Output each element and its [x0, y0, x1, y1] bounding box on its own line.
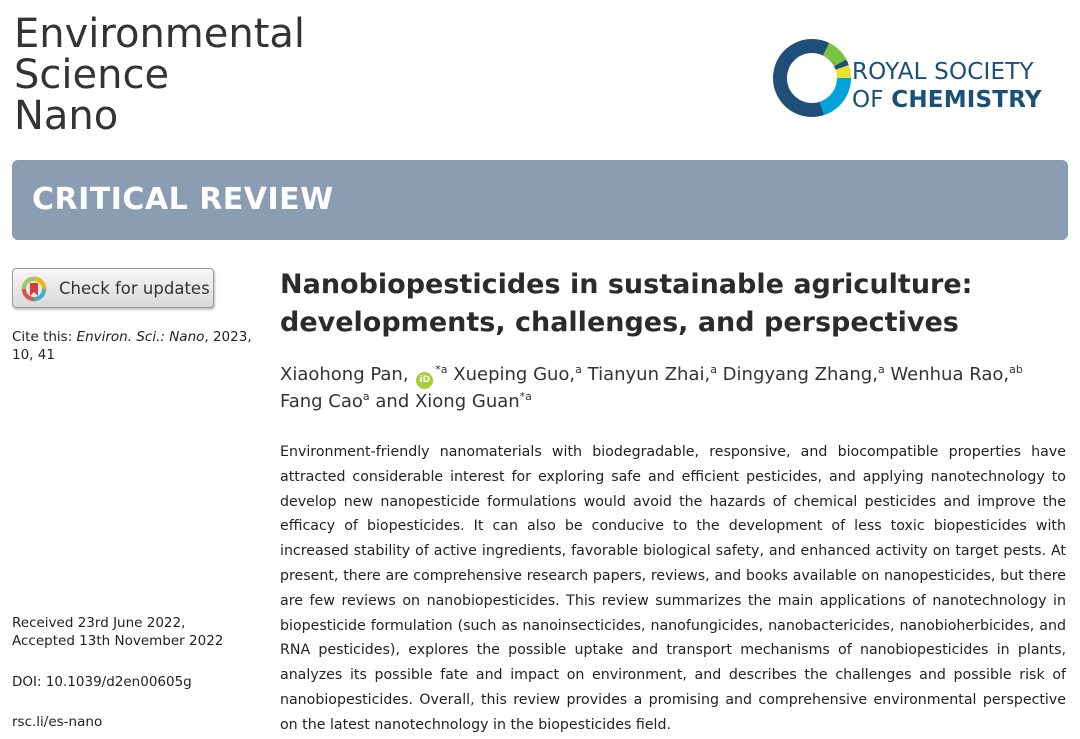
author-name[interactable]: Dingyang Zhang,	[716, 364, 878, 385]
publisher-line1: ROYAL SOCIETY	[852, 59, 1034, 85]
author-name[interactable]: Tianyun Zhai,	[581, 364, 711, 385]
author-name[interactable]: and Xiong Guan	[369, 391, 520, 412]
citation	[12, 328, 252, 364]
author-name[interactable]: Wenhua Rao,	[884, 364, 1010, 385]
citation-journal: Environ. Sci.: Nano	[76, 329, 205, 345]
article-type-banner	[12, 160, 1068, 240]
received-date: Received 23rd June 2022,	[12, 615, 186, 631]
author-affiliation: a	[877, 363, 885, 376]
author-affiliation: *a	[519, 390, 532, 403]
crossmark-icon	[21, 276, 47, 302]
citation-line2: 10, 41	[12, 347, 55, 363]
author-affiliation: *a	[435, 363, 448, 376]
abstract: Environment-friendly nanomaterials with biodegradable, responsive, and biocompatible properties have attracted considerable interest for exploring safe and efficient pesticides, and applying nanotechnology to develop new nanopesticide formulations would avoid the hazards of chemical pesticides and improve the efficacy of biopesticides. It can also be conducive to the development of less toxic biopesticides with increased stability of active ingredients, favorable biological safety, and enhanced activity on target pests. At present, there are comprehensive research papers, reviews, and books available on nanopesticides, but there are few reviews on nanobiopesticides. This review summarizes the main applications of nanotechnology in biopesticide formulation (such as nanoinsecticides, nanofungicides, nanobactericides, nanobioherbicides, and RNA pesticides), explores the possible uptake and transport mechanisms of nanobiopesticides in plants, analyzes its possible fate and impact on environment, and describes the challenges and possible risk of nanobiopesticides. Overall, this review provides a promising and comprehensive environmental perspective on the latest nanotechnology in the biopesticides field.	[280, 444, 1066, 733]
author-line1	[280, 362, 1070, 389]
check-for-updates-button[interactable]	[12, 268, 214, 308]
journal-title-line: Nano	[14, 93, 119, 139]
citation-year: , 2023,	[204, 329, 252, 345]
article-title-line1: Nanobiopesticides in sustainable agriculture:	[280, 269, 973, 300]
check-for-updates-label: Check for updates	[59, 279, 210, 298]
journal-url-link[interactable]: rsc.li/es-nano	[12, 714, 103, 730]
author-affiliation: a	[710, 363, 717, 376]
author-affiliation: a	[575, 363, 582, 376]
article-title-line2: developments, challenges, and perspectives	[280, 307, 959, 338]
accepted-date: Accepted 13th November 2022	[12, 633, 224, 649]
citation-line1	[12, 328, 252, 346]
orcid-icon[interactable]: iD	[416, 372, 433, 389]
journal-title-line: Science	[14, 52, 170, 98]
publisher-line2-prefix: OF	[852, 87, 892, 113]
journal-title-line: Environmental	[14, 11, 306, 57]
publisher-name	[852, 58, 1042, 114]
author-list	[280, 362, 1070, 415]
doi[interactable]: DOI: 10.1039/d2en00605g	[12, 674, 192, 690]
journal-title	[14, 11, 306, 139]
article-dates	[12, 614, 223, 650]
article-type-label: CRITICAL REVIEW	[32, 182, 334, 217]
article-title	[280, 266, 1060, 342]
author-affiliation: ab	[1009, 363, 1023, 376]
author-line2	[280, 389, 1070, 415]
publisher-line2-bold: CHEMISTRY	[891, 87, 1042, 113]
publisher-line2	[852, 86, 1042, 114]
citation-prefix: Cite this:	[12, 329, 77, 345]
author-name[interactable]: Xiaohong Pan,	[280, 364, 409, 385]
author-name[interactable]: Fang Cao	[280, 391, 363, 412]
author-name[interactable]: Xueping Guo,	[447, 364, 576, 385]
author-affiliation: a	[362, 390, 370, 403]
